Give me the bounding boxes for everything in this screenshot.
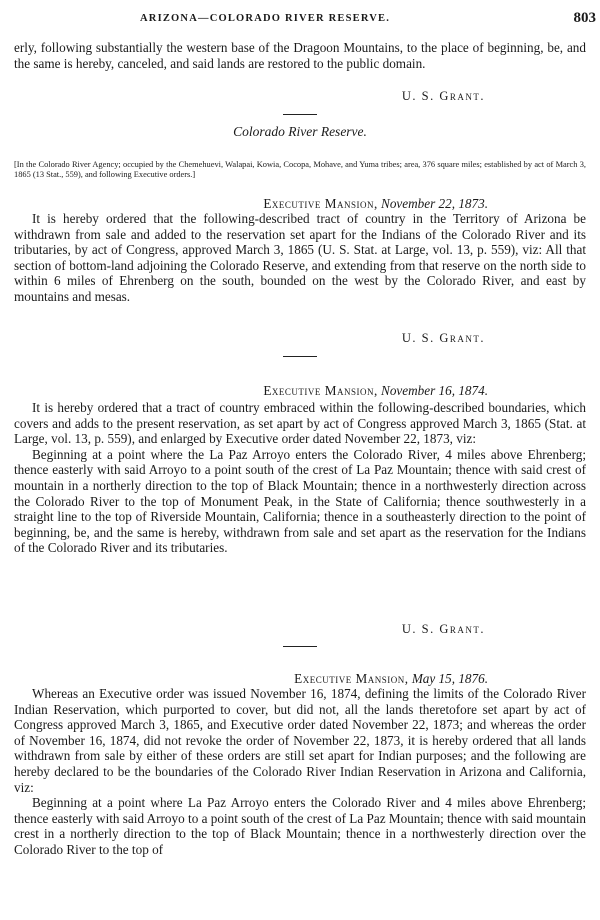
opening-paragraph: erly, following substantially the western base of the Dragoon Mountains, to the place of beginning, be, and the same is hereby, canceled, and said lands are restored to the public domain. <box>14 40 586 71</box>
dateline-1874 <box>263 383 488 399</box>
dateline-1876 <box>294 671 488 687</box>
order-1876-text <box>14 686 586 858</box>
dateline-date: November 16, 1874. <box>381 383 488 398</box>
order-divider-1 <box>283 356 317 357</box>
order-paragraph: It is hereby ordered that a tract of country embraced within the following-described boundaries, which covers and adds to the present reservation, as set apart by act of Congress approved March 3, 1865 (Stat. at Large, vol. 13, p. 559), and enlarged by Executive order dated November 22, 1873, viz: <box>14 400 586 447</box>
section-title: Colorado River Reserve. <box>233 124 367 139</box>
opening-paragraph-block <box>14 40 586 71</box>
order-1873-text <box>14 211 586 305</box>
order-paragraph: Beginning at a point where the La Paz Arroyo enters the Colorado River, 4 miles above Ehrenberg; thence easterly with said Arroyo to a point south of the crest of La Paz Mountain; thence with said crest of mountain in a northerly direction to the top of Black Mountain; thence in a northwesterly direction across the Colorado River to the top of Monument Peak, in the State of California; thence southwesterly in a straight line to the top of Riverside Mountain, California; thence in a southeasterly direction to the point of beginning, be, and the same is hereby, withdrawn from sale and set apart as the reservation for the Indians of the Colorado River and its tributaries. <box>14 446 586 556</box>
dateline-date: November 22, 1873. <box>381 196 488 211</box>
dateline-1873 <box>263 196 488 212</box>
order-1874-text <box>14 400 586 556</box>
section-note: [In the Colorado River Agency; occupied by the Chemehuevi, Walapai, Kowia, Cocopa, Mohave, and Yuma tribes; area, 376 square miles; established by act of March 3, 1865 (13 Stat., 559), and following Executive orders.] <box>14 160 586 179</box>
dateline-place: Executive Mansion, <box>263 196 378 211</box>
section-divider <box>283 114 317 115</box>
dateline-place: Executive Mansion, <box>263 383 378 398</box>
order-divider-2 <box>283 646 317 647</box>
signature-grant-1: U. S. Grant. <box>401 89 485 103</box>
page-number: 803 <box>573 10 596 26</box>
running-title: ARIZONA—COLORADO RIVER RESERVE. <box>140 13 391 24</box>
running-head <box>0 10 600 30</box>
order-paragraph: Beginning at a point where La Paz Arroyo enters the Colorado River and 4 miles above Ehrenberg; thence easterly with said Arroyo to a point south of the crest of La Paz Mountain; thence with said mountain crest in a northerly direction to the top of Black Mountain; thence in a northwesterly direction over the Colorado River to the top of <box>14 795 586 857</box>
signature-grant-2: U. S. Grant. <box>401 331 485 345</box>
order-paragraph: Whereas an Executive order was issued November 16, 1874, defining the limits of the Colorado River Indian Reservation, which purported to cover, but did not, all the lands theretofore set apart by act of Congress approved March 3, 1865, and Executive order dated November 22, 1873; and whereas the order of November 16, 1874, did not revoke the order of November 22, 1873, it is hereby ordered that all lands withdrawn from sale by either of these orders are still set apart for Indian purposes; and the following are hereby declared to be the boundaries of the Colorado River Indian Reservation in Arizona and California, viz: <box>14 686 586 795</box>
signature-grant-3: U. S. Grant. <box>401 622 485 636</box>
order-paragraph: It is hereby ordered that the following-described tract of country in the Territory of Arizona be withdrawn from sale and added to the reservation set apart for the Indians of the Colorado River and its tributaries, by act of Congress, approved March 3, 1865 (U. S. Stat. at Large, vol. 13, p. 559), viz: All that section of bottom-land adjoining the Colorado Reserve, and extending from that reserve on the north side to within 6 miles of Ehrenberg on the south, bounded on the west by the Colorado River, and east by mountains and mesas. <box>14 211 586 304</box>
dateline-place: Executive Mansion, <box>294 671 409 686</box>
dateline-date: May 15, 1876. <box>411 671 488 686</box>
